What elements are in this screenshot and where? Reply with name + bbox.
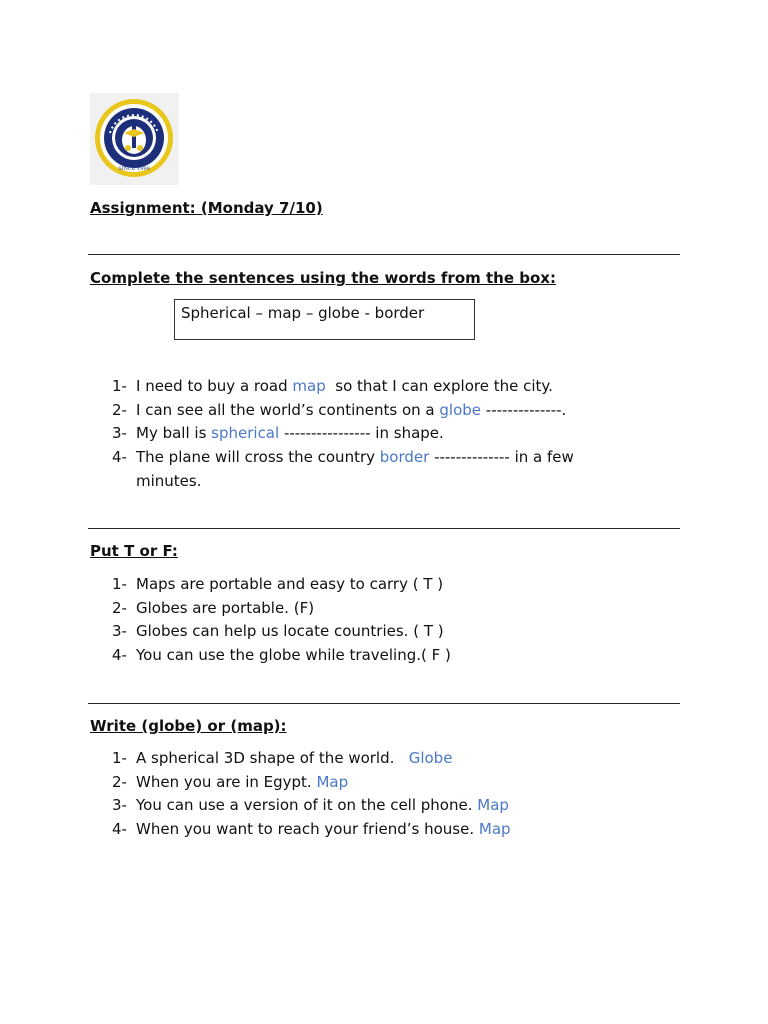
- statement-text: Globes can help us locate countries. ( T ): [136, 622, 444, 641]
- section3-heading: Write (globe) or (map):: [90, 717, 287, 735]
- item-number: 4-: [112, 646, 127, 665]
- assignment-title: Assignment: (Monday 7/10): [90, 199, 323, 217]
- list-item: [112, 422, 574, 446]
- item-number: 2-: [112, 772, 127, 791]
- statement-text: A spherical 3D shape of the world.: [136, 749, 409, 767]
- sentence-text: so that I can explore the city.: [325, 377, 553, 395]
- list-item: [112, 399, 574, 423]
- list-item: [112, 771, 511, 795]
- sentence-text: ---------------- in shape.: [279, 424, 444, 443]
- school-seal-icon: [90, 93, 179, 185]
- list-item: [112, 375, 574, 399]
- item-number: 1-: [112, 749, 127, 767]
- item-number: 1-: [112, 377, 127, 395]
- globe-or-map-list: [112, 747, 511, 842]
- logo-motto-text: SINCE 1998: [118, 166, 150, 172]
- statement-text: Globes are portable. (F): [136, 598, 315, 617]
- answer-text: Map: [477, 796, 509, 815]
- divider: [88, 703, 680, 704]
- school-logo: [90, 93, 179, 185]
- sentence-text: I can see all the world’s continents on a: [136, 400, 440, 419]
- item-number: 2-: [112, 400, 127, 419]
- fill-blank-list: [112, 375, 574, 494]
- sentence-text: -------------- in a few: [429, 448, 574, 467]
- answer-text: globe: [439, 400, 482, 419]
- sentence-text: My ball is: [136, 424, 212, 443]
- answer-text: border: [379, 448, 430, 467]
- statement-text: When you are in Egypt.: [136, 772, 317, 791]
- answer-text: Globe: [408, 749, 453, 767]
- list-item: [112, 597, 451, 621]
- list-item: [112, 644, 451, 668]
- answer-text: Map: [316, 772, 349, 791]
- item-number: 3-: [112, 424, 127, 443]
- sentence-text: The plane will cross the country: [136, 448, 380, 467]
- statement-text: When you want to reach your friend’s house.: [136, 820, 479, 839]
- divider: [88, 528, 680, 529]
- answer-text: spherical: [211, 424, 280, 443]
- word-box: Spherical – map – globe - border: [174, 299, 475, 340]
- divider: [88, 254, 680, 255]
- item-number: 4-: [112, 448, 127, 467]
- item-number: 1-: [112, 575, 127, 593]
- true-false-list: [112, 573, 451, 668]
- list-item: [112, 818, 511, 842]
- list-item: [112, 573, 451, 597]
- statement-text: You can use a version of it on the cell phone.: [136, 796, 478, 815]
- sentence-text: --------------.: [481, 400, 567, 419]
- answer-text: Map: [478, 820, 511, 839]
- section1-heading: Complete the sentences using the words from the box:: [90, 269, 556, 287]
- list-item: [112, 620, 451, 644]
- list-item: [112, 446, 574, 470]
- answer-text: map: [292, 377, 326, 395]
- sentence-text: I need to buy a road: [136, 377, 293, 395]
- statement-text: You can use the globe while traveling.( F ): [136, 646, 451, 665]
- item-number: 2-: [112, 598, 127, 617]
- list-item-continuation: [112, 470, 574, 494]
- item-number: 3-: [112, 796, 127, 815]
- item-number: 4-: [112, 820, 127, 839]
- list-item: [112, 747, 511, 771]
- list-item: [112, 794, 511, 818]
- section2-heading: Put T or F:: [90, 542, 178, 560]
- statement-text: Maps are portable and easy to carry ( T ): [136, 575, 444, 593]
- sentence-text: minutes.: [136, 471, 202, 490]
- item-number: 3-: [112, 622, 127, 641]
